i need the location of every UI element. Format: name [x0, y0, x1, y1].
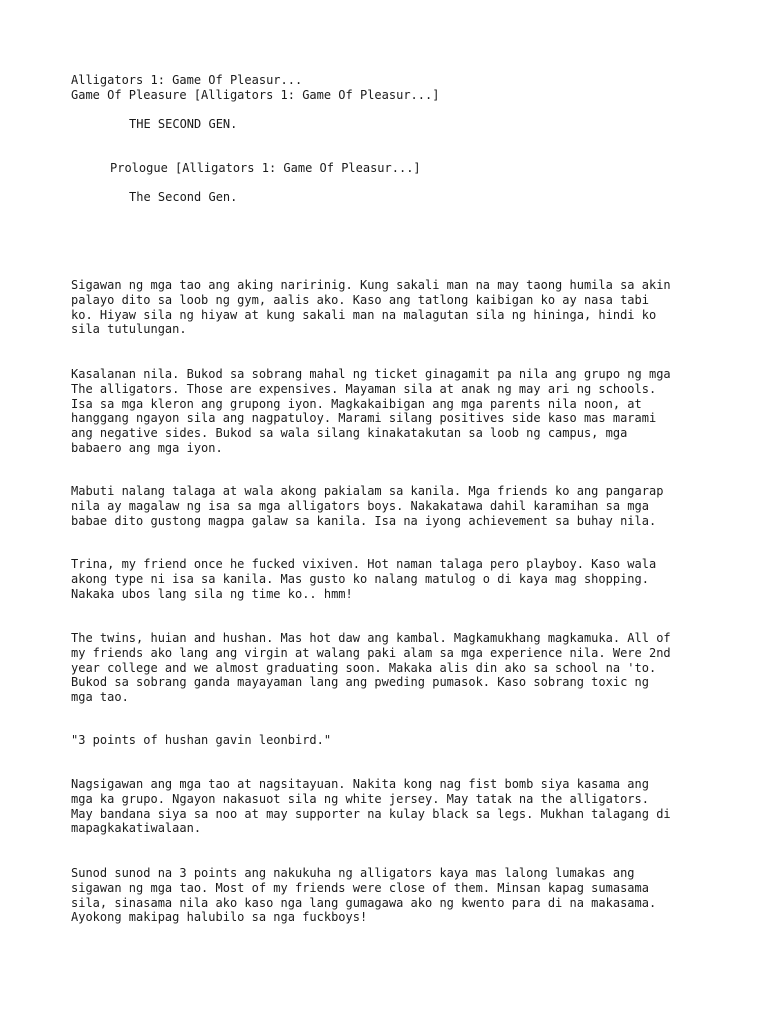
paragraph-line: hanggang ngayon sila ang nagpatuloy. Marami silang positives side kaso mas marami [71, 411, 657, 426]
quote-paragraph [71, 733, 711, 748]
paragraph [71, 484, 711, 528]
paragraph-line: ko. Hiyaw sila ng hiyaw at kung sakali man na malagutan sila ng hininga, hindi ko [71, 307, 657, 322]
gen-subheading: The Second Gen. [129, 190, 238, 204]
paragraph [71, 866, 711, 925]
paragraph-line: The alligators. Those are expensives. Mayaman sila at anak ng may ari ng schools. [71, 381, 657, 396]
paragraph-line: Ayokong makipag halubilo sa nga fuckboys! [71, 910, 368, 925]
paragraph-line: Mabuti nalang talaga at wala akong pakialam sa kanila. Mga friends ko ang pangarap [71, 484, 664, 498]
prologue-heading: Prologue [Alligators 1: Game Of Pleasur...] [110, 161, 421, 175]
paragraph-line: May bandana siya sa noo at may supporter na kulay black sa legs. Mukhan talagang di [71, 806, 671, 821]
paragraph-line: babae dito gustong magpa galaw sa kanila. Isa na iyong achievement sa buhay nila. [71, 513, 657, 528]
header-subtitle-line: Game Of Pleasure [Alligators 1: Game Of Pleasur...] [71, 88, 440, 102]
paragraph-line: "3 points of hushan gavin leonbird." [71, 733, 332, 747]
paragraph [71, 557, 711, 601]
paragraph-line: Nakaka ubos lang sila ng time ko.. hmm! [71, 586, 353, 601]
paragraph-line: Trina, my friend once he fucked vixiven. Hot naman talaga pero playboy. Kaso wala [71, 557, 657, 571]
paragraph [71, 367, 711, 456]
paragraph-line: sila tutulungan. [71, 322, 187, 337]
paragraph-line: Bukod sa sobrang ganda mayayaman lang ang pweding pumasok. Kaso sobrang toxic ng [71, 675, 649, 690]
paragraph-line: my friends ako lang ang virgin at walang paki alam sa mga experience nila. Were 2nd [71, 645, 671, 660]
paragraph-line: The twins, huian and hushan. Mas hot daw ang kambal. Magkamukhang magkamuka. All of [71, 631, 671, 645]
paragraph-line: mga ka grupo. Ngayon nakasuot sila ng white jersey. May tatak na the alligators. [71, 791, 649, 806]
paragraph-line: sila, sinasama nila ako kaso nga lang gumagawa ako ng kwento para di na makasama. [71, 895, 657, 910]
paragraph-line: Isa sa mga kleron ang grupong iyon. Magkakaibigan ang mga parents nila noon, at [71, 396, 642, 411]
paragraph-line: sigawan ng mga tao. Most of my friends were close of them. Minsan kapag sumasama [71, 880, 649, 895]
paragraph-line: Nagsigawan ang mga tao at nagsitayuan. Nakita kong nag fist bomb siya kasama ang [71, 777, 649, 791]
paragraph-line: mapagkakatiwalaan. [71, 821, 202, 836]
paragraph [71, 777, 711, 836]
gen-heading: THE SECOND GEN. [129, 117, 238, 131]
paragraph [71, 278, 711, 337]
paragraph-line: babaero ang mga iyon. [71, 440, 223, 455]
paragraph-line: Sigawan ng mga tao ang aking naririnig. Kung sakali man na may taong humila sa akin [71, 278, 671, 292]
paragraph-line: Sunod sunod na 3 points ang nakukuha ng alligators kaya mas lalong lumakas ang [71, 866, 635, 880]
paragraph-line: ang negative sides. Bukod sa wala silang kinakatakutan sa loob ng campus, mga [71, 426, 628, 441]
paragraph-line: Kasalanan nila. Bukod sa sobrang mahal ng ticket ginagamit pa nila ang grupo ng mga [71, 367, 671, 381]
paragraph-line: mga tao. [71, 690, 129, 705]
paragraph-line: akong type ni isa sa kanila. Mas gusto ko nalang matulog o di kaya mag shopping. [71, 571, 649, 586]
paragraph-line: nila ay magalaw ng isa sa mga alligators boys. Nakakatawa dahil karamihan sa mga [71, 498, 649, 513]
paragraph-line: palayo dito sa loob ng gym, aalis ako. Kaso ang tatlong kaibigan ko ay nasa tabi [71, 292, 649, 307]
paragraph [71, 631, 711, 705]
header-title-line: Alligators 1: Game Of Pleasur... [71, 73, 303, 87]
paragraph-line: year college and we almost graduating soon. Makaka alis din ako sa school na 'to. [71, 660, 657, 675]
